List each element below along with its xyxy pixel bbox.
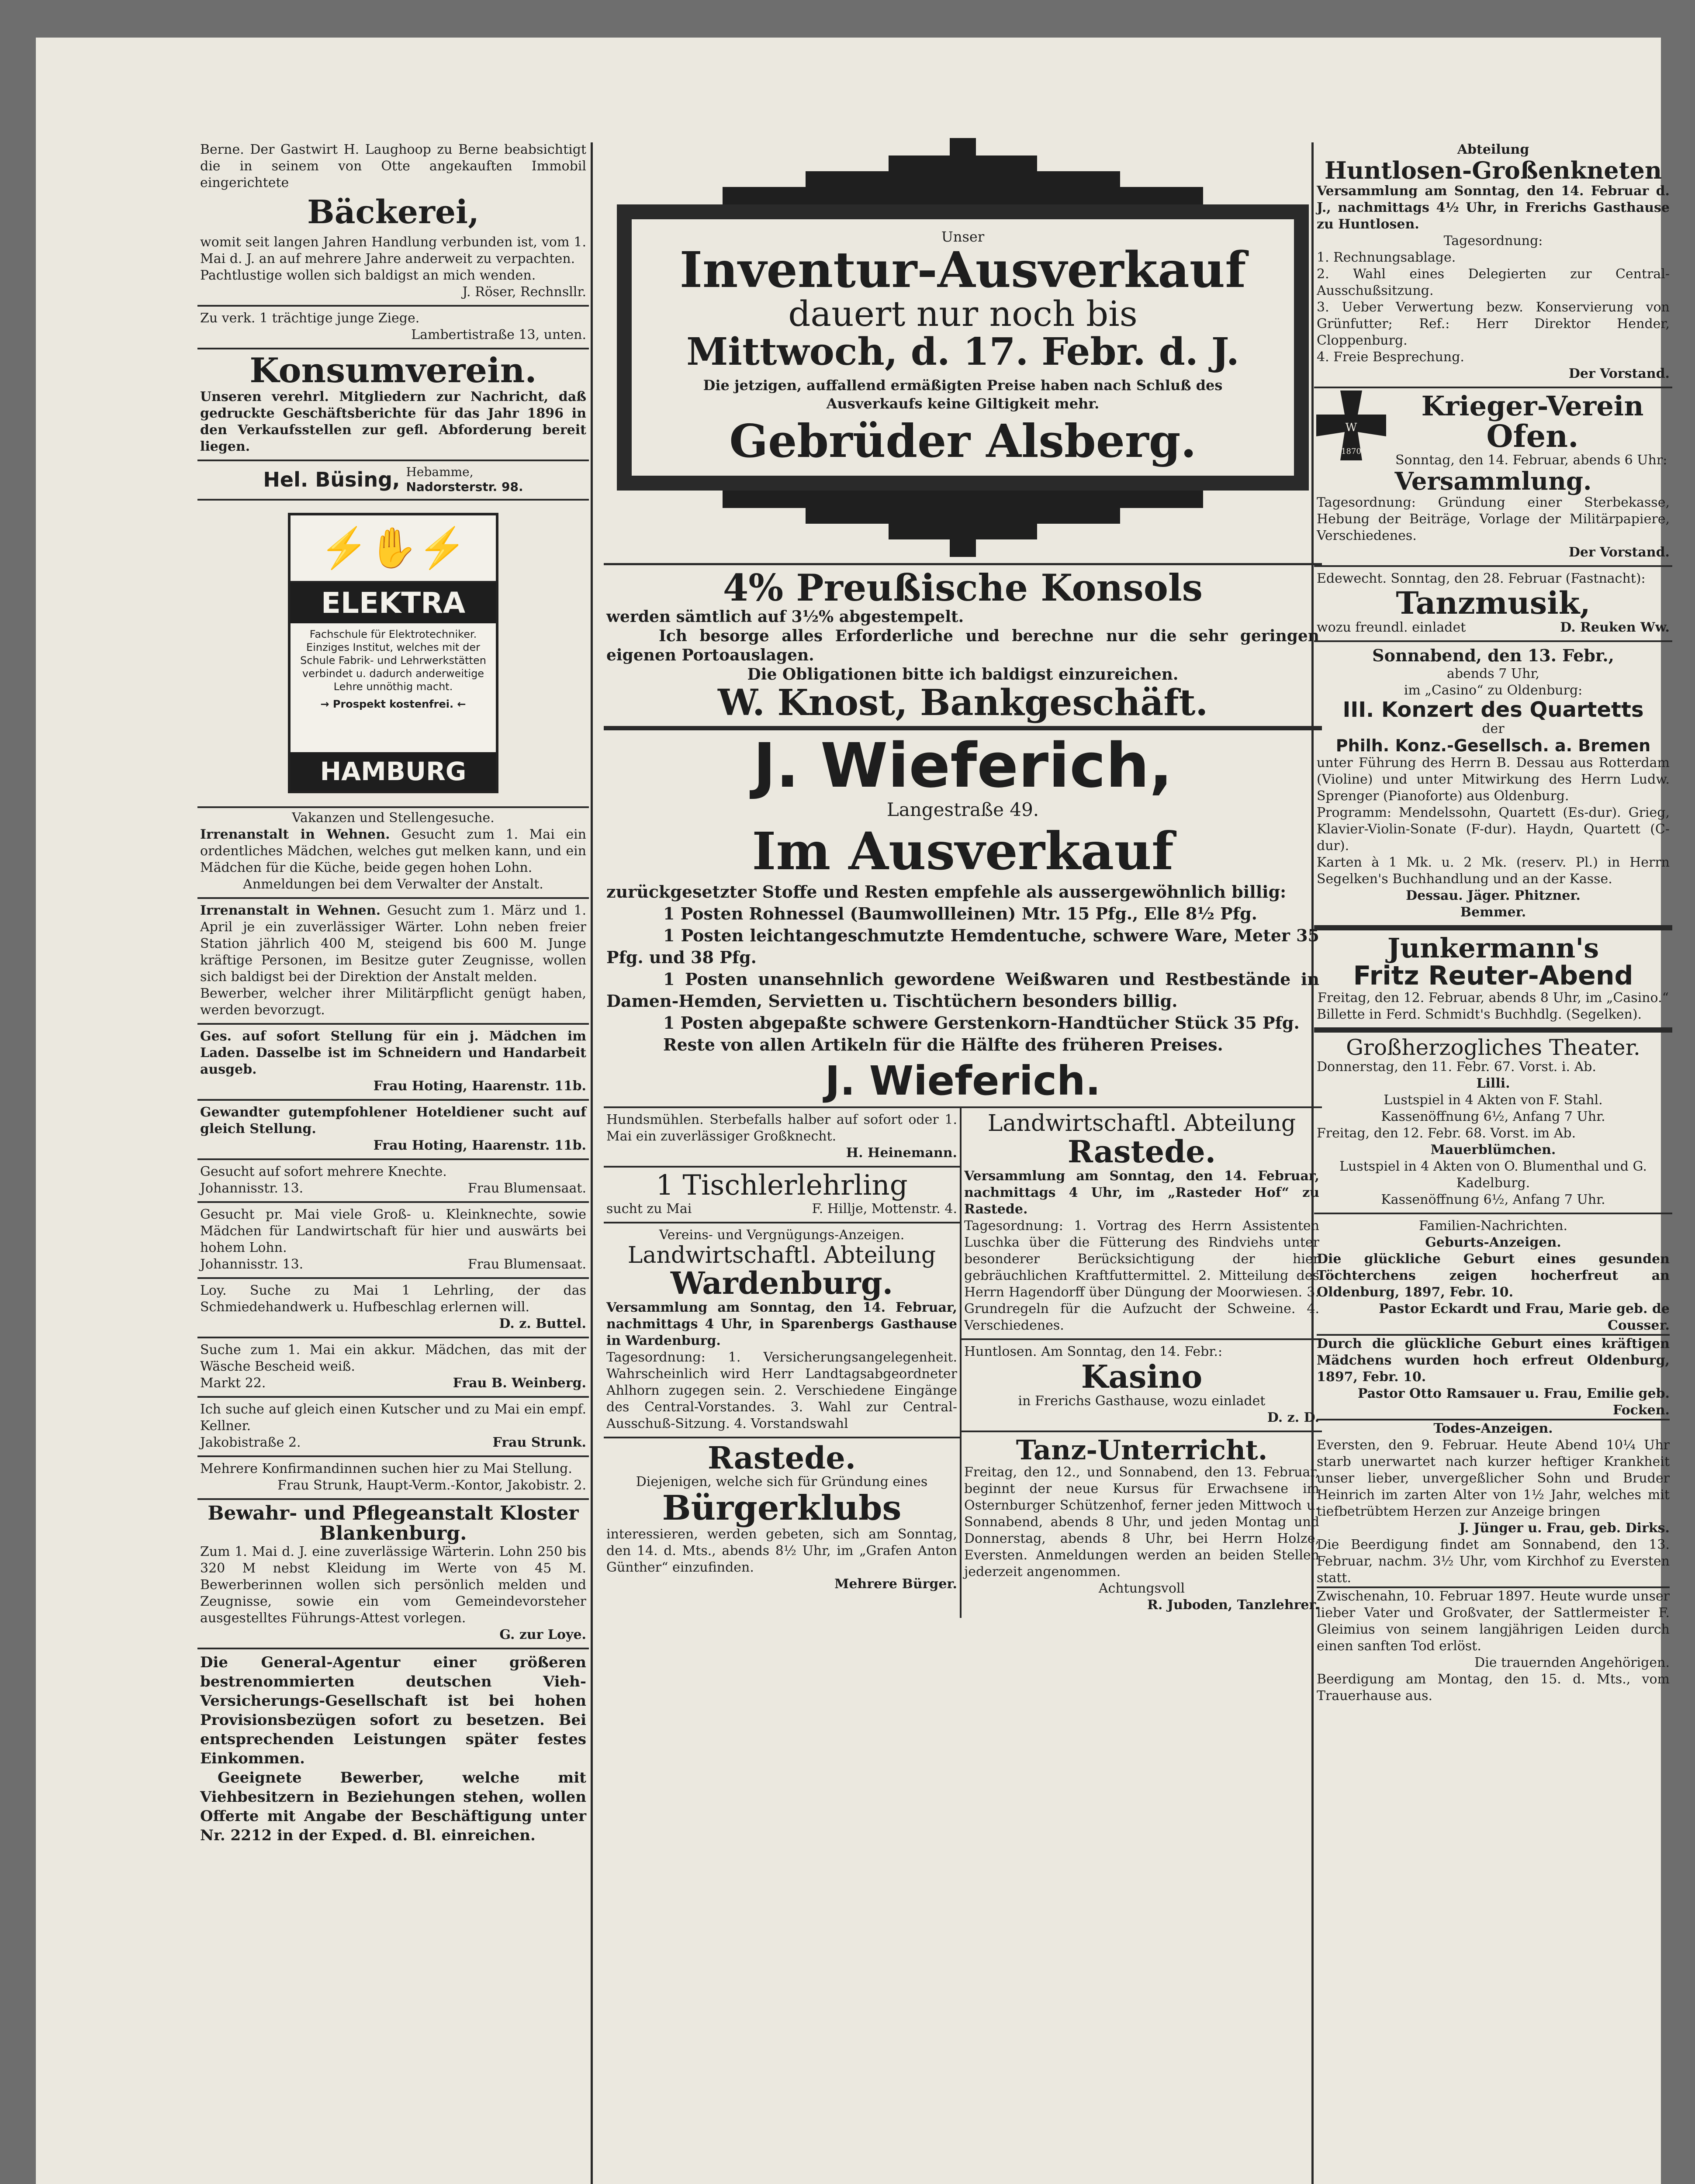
theater-t1: Lilli.: [1476, 1076, 1510, 1092]
wardenburg-body2: Tagesordnung: 1. Versicherungsangelegenheit. Wahrscheinlich wird Herr Landtagsabgeordneter Ahlhorn zugegen sein. 2. Verschiedene Eingänge des Central-Vorstandes. 3. Wahl zur Central-Ausschuß-Sitzung. 4. Vorstandswahl: [606, 1349, 957, 1431]
middle-subcolumns: [604, 1108, 1322, 1618]
huntlosen-sign: Der Vorstand.: [1568, 366, 1670, 381]
elektra-body: Fachschule für Elektrotechniker. Einziges Institut, welches mit der Schule Fabrik- und Lehrwerkstätten verbindet u. dadurch anderweitige Lehre unnöthig macht.: [300, 628, 486, 693]
pyramid-step: [723, 491, 1203, 508]
heinemann-sign: H. Heinemann.: [846, 1145, 957, 1161]
strunk1-right: Frau Strunk.: [492, 1434, 586, 1450]
blumen2-right: Frau Blumensaat.: [467, 1256, 586, 1272]
elektra-title: ELEKTRA: [291, 583, 496, 623]
familie-g2: Durch die glückliche Geburt eines kräftigen Mädchens wurden hoch erfreut Oldenburg, 1897, Febr. 10.: [1317, 1336, 1670, 1385]
pyramid-step: [889, 524, 1037, 539]
hoting2-body: Gewandter gutempfohlener Hoteldiener sucht auf gleich Stellung.: [200, 1104, 586, 1137]
ad-blumensaat2: [197, 1203, 589, 1279]
konzert-ges: Philh. Konz.-Gesellsch. a. Bremen: [1335, 736, 1651, 755]
kasino-title: Kasino: [1081, 1358, 1203, 1395]
krieger-title2: Ofen.: [1486, 418, 1579, 454]
rastede-b-title2: Bürgerklubs: [662, 1488, 902, 1528]
hoting1-sign: Frau Hoting, Haarenstr. 11b.: [373, 1078, 586, 1094]
vereins-header: Vereins- und Vergnügungs-Anzeigen.: [659, 1227, 905, 1243]
alsberg-title: Inventur-Ausverkauf: [679, 241, 1246, 299]
ad-wardenburg: [604, 1223, 960, 1438]
wieferich-item5: Reste von allen Artikeln für die Hälfte des früheren Preises.: [663, 1034, 1223, 1054]
ad-baeckerei: [197, 138, 589, 307]
cross-letter: W: [1345, 421, 1357, 434]
huntlosen-to: Tagesordnung:: [1443, 233, 1543, 249]
reuter-title: Junkermann's: [1387, 932, 1599, 964]
alsberg-line3: Mittwoch, d. 17. Febr. d. J.: [686, 330, 1239, 374]
blankenburg-sign: G. zur Loye.: [499, 1627, 586, 1642]
column-left: [197, 138, 589, 2184]
huntlosen-item-1: 1. Rechnungsablage.: [1317, 249, 1456, 265]
theater-d1: Donnerstag, den 11. Febr. 67. Vorst. i. Ab.: [1317, 1059, 1596, 1075]
rastede-b-body: Diejenigen, welche sich für Gründung eines: [636, 1474, 928, 1490]
cross-year: 1870: [1341, 446, 1361, 456]
pyramid-step: [806, 508, 1120, 524]
middle-subcolumn-right: [962, 1108, 1322, 1618]
ad-alsberg: [604, 138, 1322, 565]
hoting2-sign: Frau Hoting, Haarenstr. 11b.: [373, 1137, 586, 1153]
hillje-left: sucht zu Mai: [606, 1201, 692, 1216]
pyramid-step: [806, 171, 1120, 187]
lightning-hand-icon: ⚡✋⚡: [291, 515, 496, 583]
column-middle: [604, 138, 1322, 2184]
tanzmusik-sign: D. Reuken Ww.: [1560, 619, 1670, 635]
ad-heinemann: [604, 1108, 960, 1168]
ad-buttel: [197, 1279, 589, 1338]
reuter-body: Freitag, den 12. Februar, abends 8 Uhr, im „Casino.“: [1318, 990, 1669, 1006]
baeckerei-signer: J. Röser, Rechnsllr.: [462, 284, 586, 300]
blankenburg-title: Bewahr- und Pflegeanstalt Kloster Blankenburg.: [208, 1502, 579, 1545]
pyramid-step: [889, 156, 1037, 171]
konzert-names2: Bemmer.: [1460, 904, 1526, 920]
ad-strunk1: [197, 1398, 589, 1457]
weinberg-left: Markt 22.: [200, 1375, 266, 1391]
alsberg-firm: Gebrüder Alsberg.: [729, 414, 1197, 468]
familie-g2s: Pastor Otto Ramsauer u. Frau, Emilie geb. Focken.: [1357, 1386, 1670, 1418]
wieferich-sign: J. Wieferich.: [825, 1057, 1101, 1104]
strunk1-body: Ich suche auf gleich einen Kutscher und zu Mai ein empf. Kellner.: [200, 1401, 586, 1434]
ad-tanzunterricht: [962, 1432, 1322, 1618]
buesing-role: Hebamme,: [406, 464, 474, 479]
iron-cross-icon: [1314, 388, 1388, 463]
knost-body: werden sämtlich auf 3½% abgestempelt.: [606, 607, 964, 626]
buesing-name: Hel. Büsing,: [263, 467, 400, 491]
konsum-body: Unseren verehrl. Mitgliedern zur Nachricht, daß gedruckte Geschäftsberichte für das Jahr 1896 in den Verkaufsstellen zur gefl. Abforderung bereit liegen.: [200, 389, 586, 454]
kasino-pre: Huntlosen. Am Sonntag, den 14. Febr.:: [964, 1344, 1223, 1359]
konzert-title: III. Konzert des Quartetts: [1342, 697, 1644, 722]
familie-t2b: Beerdigung am Montag, den 15. d. Mts., vom Trauerhause aus.: [1317, 1672, 1670, 1704]
knost-body2: Ich besorge alles Erforderliche und berechne nur die sehr geringen eigenen Portoauslagen.: [606, 626, 1319, 664]
strunk2-sign: Frau Strunk, Haupt-Verm.-Kontor, Jakobistr. 2.: [277, 1477, 586, 1493]
rastede-l-body: Versammlung am Sonntag, den 14. Februar, nachmittags 4 Uhr, im „Rasteder Hof“ zu Rastede.: [964, 1168, 1319, 1217]
familie-header: Familien-Nachrichten.: [1418, 1218, 1568, 1234]
column-right: [1314, 138, 1672, 2184]
tanzmusik-pre: Edewecht. Sonntag, den 28. Februar (Fastnacht):: [1317, 571, 1646, 587]
konzert-body: unter Führung des Herrn B. Dessau aus Rotterdam (Violine) und unter Mitwirkung des Herrn Ludw. Sprenger (Pianoforte) aus Oldenburg.: [1317, 755, 1670, 804]
ad-kasino: [962, 1340, 1322, 1433]
knost-body3: Die Obligationen bitte ich baldigst einzureichen.: [747, 665, 1179, 684]
konzert-prog: Programm: Mendelssohn, Quartett (Es-dur). Grieg, Klavier-Violin-Sonate (F-dur). Haydn, Quartett (C-dur).: [1317, 805, 1670, 854]
baeckerei-body2: Pachtlustige wollen sich baldigst an mich wenden.: [200, 267, 536, 283]
huntlosen-body: Versammlung am Sonntag, den 14. Februar d. J., nachmittags 4½ Uhr, in Frerichs Gasthause zu Huntlosen.: [1317, 183, 1670, 232]
ad-hoting1: [197, 1025, 589, 1101]
irren1-sign: Anmeldungen bei dem Verwalter der Anstalt.: [243, 876, 543, 892]
familie-g1: Die glückliche Geburt eines gesunden Töchterchens zeigen hocherfreut an Oldenburg, 1897, Febr. 10.: [1317, 1251, 1670, 1300]
wieferich-addr: Langestraße 49.: [886, 798, 1039, 820]
kasino-body: in Frerichs Gasthause, wozu einladet: [1018, 1393, 1266, 1409]
theater-d1c: Kassenöffnung 6½, Anfang 7 Uhr.: [1381, 1109, 1605, 1125]
knost-title: 4% Preußische Konsols: [723, 566, 1203, 609]
reuter-title2: Fritz Reuter-Abend: [1353, 960, 1633, 991]
column-rule-left: [591, 142, 593, 2184]
alsberg-unser: Unser: [941, 228, 985, 245]
rastede-b-sign: Mehrere Bürger.: [834, 1576, 957, 1592]
konzert-time: abends 7 Uhr,: [1446, 666, 1540, 681]
tanzmusik-title: Tanzmusik,: [1396, 585, 1591, 622]
tanz-title: Tanz-Unterricht.: [1016, 1434, 1268, 1466]
konsum-title: Konsumverein.: [249, 350, 537, 390]
theater-d2b: Lustspiel in 4 Akten von O. Blumenthal und G. Kadelburg.: [1339, 1159, 1647, 1191]
kasino-sign: D. z. D.: [1267, 1410, 1319, 1426]
irren2-sign: Bewerber, welcher ihrer Militärpflicht genügt haben, werden bevorzugt.: [200, 985, 586, 1018]
hillje-right: F. Hillje, Mottenstr. 4.: [812, 1201, 957, 1216]
wieferich-title: Im Ausverkauf: [752, 820, 1174, 881]
baeckerei-title: Bäckerei,: [307, 194, 479, 231]
krieger-versammlung: Versammlung.: [1394, 467, 1592, 496]
tanz-sign: R. Juboden, Tanzlehrer.: [1147, 1597, 1319, 1613]
hoting1-body: Ges. auf sofort Stellung für ein j. Mädchen im Laden. Dasselbe ist im Schneidern und Handarbeit ausgeb.: [200, 1028, 586, 1077]
wieferich-item4: 1 Posten abgepaßte schwere Gerstenkorn-Handtücher Stück 35 Pfg.: [663, 1013, 1300, 1033]
huntlosen-title: Huntlosen-Großenkneten: [1324, 156, 1662, 184]
hillje-title: 1 Tischlerlehrling: [656, 1169, 908, 1202]
krieger-sign: Der Vorstand.: [1568, 545, 1670, 560]
alsberg-line2: dauert nur noch bis: [788, 294, 1138, 335]
agentur-body: Die General-Agentur einer größeren bestrenommierten deutschen Vieh-Versicherungs-Gesellschaft ist bei hohen Provisionsbezügen sofort zu besetzen. Bei entsprechenden Leistungen später festes Einkommen.: [200, 1653, 586, 1767]
elektra-city: HAMBURG: [291, 752, 496, 791]
ad-buesing: [197, 461, 589, 501]
theater-t2: Mauerblümchen.: [1430, 1142, 1556, 1158]
ad-blankenburg: [197, 1500, 589, 1649]
rastede-b-title: Rastede.: [707, 1439, 856, 1476]
krieger-to: Tagesordnung: Gründung einer Sterbekasse, Hebung der Beiträge, Vorlage der Militärpapiere, Verschiedenes.: [1317, 495, 1670, 544]
vakanzen-header: Vakanzen und Stellengesuche.: [292, 810, 495, 826]
rastede-l-body2: Tagesordnung: 1. Vortrag des Herrn Assistenten Luschka über die Fütterung des Rindviehs unter besonderer Berücksichtigung der hier gebräuchlichen Kraftfuttermittel. 2. Mitteilung des Herrn Hagendorff über Düngung der Moorwiesen. 3. Grundregeln für die Aufzucht der Schweine. 4. Verschiedenes.: [964, 1218, 1319, 1333]
alsberg-note: Die jetzigen, auffallend ermäßigten Preise haben nach Schluß des Ausverkaufs keine Giltigkeit mehr.: [703, 377, 1223, 412]
ad-rastede-landw: [962, 1108, 1322, 1340]
konzert-date: Sonnabend, den 13. Febr.,: [1372, 645, 1614, 665]
krieger-title: Krieger-Verein: [1421, 390, 1644, 422]
irren1-body: Gesucht zum 1. Mai ein ordentliches Mädchen, welches gut melken kann, und ein Mädchen für die Küche, beide gegen hohen Lohn.: [200, 826, 586, 875]
krieger-body: Sonntag, den 14. Februar, abends 6 Uhr:: [1395, 453, 1667, 468]
wieferich-item1: 1 Posten Rohnessel (Baumwollleinen) Mtr. 15 Pfg., Elle 8½ Pfg.: [663, 903, 1257, 923]
ad-huntlosen: [1314, 138, 1672, 388]
wieferich-intro: zurückgesetzter Stoffe und Resten empfehle als aussergewöhnlich billig:: [606, 881, 1287, 902]
ziege-line: Zu verk. 1 trächtige junge Ziege.: [200, 310, 420, 326]
strunk1-left: Jakobistraße 2.: [200, 1434, 301, 1450]
wieferich-item2: 1 Posten leichtangeschmutzte Hemdentuche, schwere Ware, Meter 35 Pfg. und 38 Pfg.: [606, 925, 1319, 967]
tanzmusik-body: wozu freundl. einladet: [1317, 619, 1466, 635]
baeckerei-body: womit seit langen Jahren Handlung verbunden ist, vom 1. Mai d. J. an auf mehrere Jahre anderweit zu verpachten.: [200, 234, 586, 266]
ad-weinberg: [197, 1338, 589, 1398]
rastede-l-pre: Landwirtschaftl. Abteilung: [987, 1110, 1296, 1137]
familie-t1b: Die Beerdigung findet am Sonnabend, den 13. Februar, nachm. 3½ Uhr, vom Kirchhof zu Eversten statt.: [1317, 1537, 1670, 1586]
ad-konzert: [1314, 642, 1672, 930]
pyramid-bottom-step: [950, 539, 976, 557]
wardenburg-title: Wardenburg.: [670, 1265, 893, 1302]
theater-d2: Freitag, den 12. Febr. 68. Vorst. im Ab.: [1317, 1126, 1576, 1141]
ad-elektra: [197, 501, 589, 808]
familie-t2s: Die trauernden Angehörigen.: [1474, 1655, 1670, 1671]
alsberg-box: [617, 204, 1309, 491]
strunk2-body: Mehrere Konfirmandinnen suchen hier zu Mai Stellung.: [200, 1461, 572, 1476]
ad-konsumverein: [197, 349, 589, 461]
wieferich-name: J. Wieferich,: [753, 730, 1173, 802]
ad-blumensaat1: [197, 1160, 589, 1203]
familie-tod: Todes-Anzeigen.: [1433, 1421, 1553, 1437]
elektra-logo: [288, 513, 498, 793]
blumen1-right: Frau Blumensaat.: [467, 1180, 586, 1196]
ad-wieferich: [604, 730, 1322, 1108]
konzert-place: im „Casino“ zu Oldenburg:: [1404, 682, 1583, 698]
ad-knost: [604, 565, 1322, 730]
huntlosen-item-4: 4. Freie Besprechung.: [1317, 349, 1464, 365]
ad-krieger: [1314, 388, 1672, 567]
wieferich-item3: 1 Posten unansehnlich gewordene Weißwaren und Restbestände in Damen-Hemden, Servietten u. Tischtüchern besonders billig.: [606, 969, 1319, 1011]
ad-familie: [1314, 1214, 1672, 1709]
konzert-names: Dessau. Jäger. Phitzner.: [1406, 888, 1581, 903]
pyramid-top-step: [950, 138, 976, 156]
familie-t2: Zwischenahn, 10. Februar 1897. Heute wurde unser lieber Vater und Großvater, der Sattlermeister F. Gleimius von seinem langjährigen Leiden durch einen sanften Tod erlöst.: [1317, 1589, 1670, 1654]
weinberg-right: Frau B. Weinberg.: [453, 1375, 586, 1391]
theater-d1b: Lustspiel in 4 Akten von F. Stahl.: [1384, 1092, 1603, 1108]
theater-d2c: Kassenöffnung 6½, Anfang 7 Uhr.: [1381, 1192, 1605, 1208]
familie-geburt: Geburts-Anzeigen.: [1425, 1235, 1561, 1251]
konzert-der: der: [1482, 721, 1505, 736]
newspaper-page: [36, 38, 1670, 2184]
rastede-b-body2: interessieren, werden gebeten, sich am Sonntag, den 14. d. Mts., abends 8½ Uhr, im „Grafen Anton Günther“ einzufinden.: [606, 1527, 957, 1576]
ad-vakanzen: [197, 808, 589, 899]
blumen1-left: Johannisstr. 13.: [200, 1180, 304, 1196]
ad-hillje: [604, 1168, 960, 1223]
wardenburg-body: Versammlung am Sonntag, den 14. Februar, nachmittags 4 Uhr, in Sparenbergs Gasthause in Wardenburg.: [606, 1299, 957, 1348]
knost-firm: W. Knost, Bankgeschäft.: [717, 681, 1208, 724]
ad-ziege: [197, 307, 589, 349]
konzert-karten: Karten à 1 Mk. u. 2 Mk. (reserv. Pl.) in Herrn Segelken's Buchhandlung und an der Kasse.: [1317, 854, 1670, 887]
blumen2-left: Johannisstr. 13.: [200, 1256, 304, 1272]
baeckerei-intro: Berne. Der Gastwirt H. Laughoop zu Berne beabsichtigt die in seinem von Otte angekauften Immobil eingerichtete: [200, 142, 586, 190]
ad-theater: [1314, 1033, 1672, 1215]
blumen1-body: Gesucht auf sofort mehrere Knechte.: [200, 1164, 447, 1179]
irren2-body: Gesucht zum 1. März und 1. April je ein zuverlässiger Wärter. Lohn neben freier Station jährlich 400 M, steigend bis 600 M. Junge kräftige Personen, im Besitze guter Zeugnisse, wollen sich baldigst bei der Direktion der Anstalt melden.: [200, 902, 586, 985]
irren1-title: Irrenanstalt in Wehnen.: [200, 826, 390, 842]
familie-g1s: Pastor Eckardt und Frau, Marie geb. de Cousser.: [1379, 1301, 1670, 1334]
ad-hoting2: [197, 1101, 589, 1160]
familie-t1s: J. Jünger u. Frau, geb. Dirks.: [1459, 1521, 1670, 1536]
pyramid-step: [723, 187, 1203, 204]
reuter-body2: Billette in Ferd. Schmidt's Buchhdlg. (Segelken).: [1317, 1006, 1642, 1022]
tanz-sign-l: Achtungsvoll: [1098, 1581, 1185, 1597]
buesing-addr: Nadorsterstr. 98.: [406, 479, 523, 494]
huntlosen-pre: Abteilung: [1457, 142, 1529, 157]
ad-rastede-buerger: [604, 1438, 960, 1597]
huntlosen-item-3: 3. Ueber Verwertung bezw. Konservierung von Grünfutter; Ref.: Herr Direktor Hender, Cloppenburg.: [1317, 299, 1670, 348]
ad-tanzmusik: [1314, 567, 1672, 642]
rastede-l-title: Rastede.: [1067, 1133, 1216, 1170]
ad-irren2: [197, 899, 589, 1025]
ad-generalagentur: [197, 1649, 589, 1849]
weinberg-body: Suche zum 1. Mai ein akkur. Mädchen, das mit der Wäsche Bescheid weiß.: [200, 1342, 586, 1374]
ziege-addr: Lambertistraße 13, unten.: [411, 327, 586, 342]
blankenburg-body: Zum 1. Mai d. J. eine zuverlässige Wärterin. Lohn 250 bis 320 M nebst Kleidung im Werte von 45 M. Bewerberinnen wollen sich persönlich melden und Zeugnisse, sowie ein vom Gemeindevorsteher ausgestelltes Führungs-Attest vorlegen.: [200, 1544, 586, 1626]
middle-subcolumn-left: [604, 1108, 962, 1618]
theater-title: Großherzogliches Theater.: [1346, 1034, 1640, 1060]
familie-t1: Eversten, den 9. Februar. Heute Abend 10¼ Uhr starb unerwartet nach kurzer heftiger Krankheit unser lieber, unvergeßlicher Sohn und Bruder Heinrich im zarten Alter von 1½ Jahr, welches mit tiefbetrübtem Herzen zur Anzeige bringen: [1317, 1438, 1670, 1520]
huntlosen-item-2: 2. Wahl eines Delegierten zur Central-Ausschußsitzung.: [1317, 266, 1670, 298]
wardenburg-pre: Landwirtschaftl. Abteilung: [627, 1242, 936, 1268]
irren2-title: Irrenanstalt in Wehnen.: [200, 902, 381, 918]
elektra-prospekt: → Prospekt kostenfrei. ←: [320, 698, 466, 710]
buttel-sign: D. z. Buttel.: [499, 1316, 586, 1331]
heinemann-body: Hundsmühlen. Sterbefalls halber auf sofort oder 1. Mai ein zuverlässiger Großknecht.: [606, 1112, 957, 1144]
blumen2-body: Gesucht pr. Mai viele Groß- u. Kleinknechte, sowie Mädchen für Landwirtschaft für hier und auswärts bei hohem Lohn.: [200, 1206, 586, 1255]
tanz-body: Freitag, den 12., und Sonnabend, den 13. Februar, beginnt der neue Kursus für Erwachsene im Osternburger Schützenhof, ferner jeden Mittwoch u. Sonnabend, abends 8 Uhr, und jeden Montag und Donnerstag, abends 8 Uhr, bei Herrn Holze, Eversten. Anmeldungen werden an beiden Stellen jederzeit angenommen.: [964, 1465, 1319, 1580]
ad-strunk2: [197, 1457, 589, 1500]
buttel-body: Loy. Suche zu Mai 1 Lehrling, der das Schmiedehandwerk u. Hufbeschlag erlernen will.: [200, 1282, 586, 1315]
ad-reuter: [1314, 930, 1672, 1033]
agentur-body2: Geeignete Bewerber, welche mit Viehbesitzern in Beziehungen stehen, wollen Offerte mit Angabe der Beschäftigung unter Nr. 2212 in der Exped. d. Bl. einreichen.: [200, 1769, 586, 1844]
